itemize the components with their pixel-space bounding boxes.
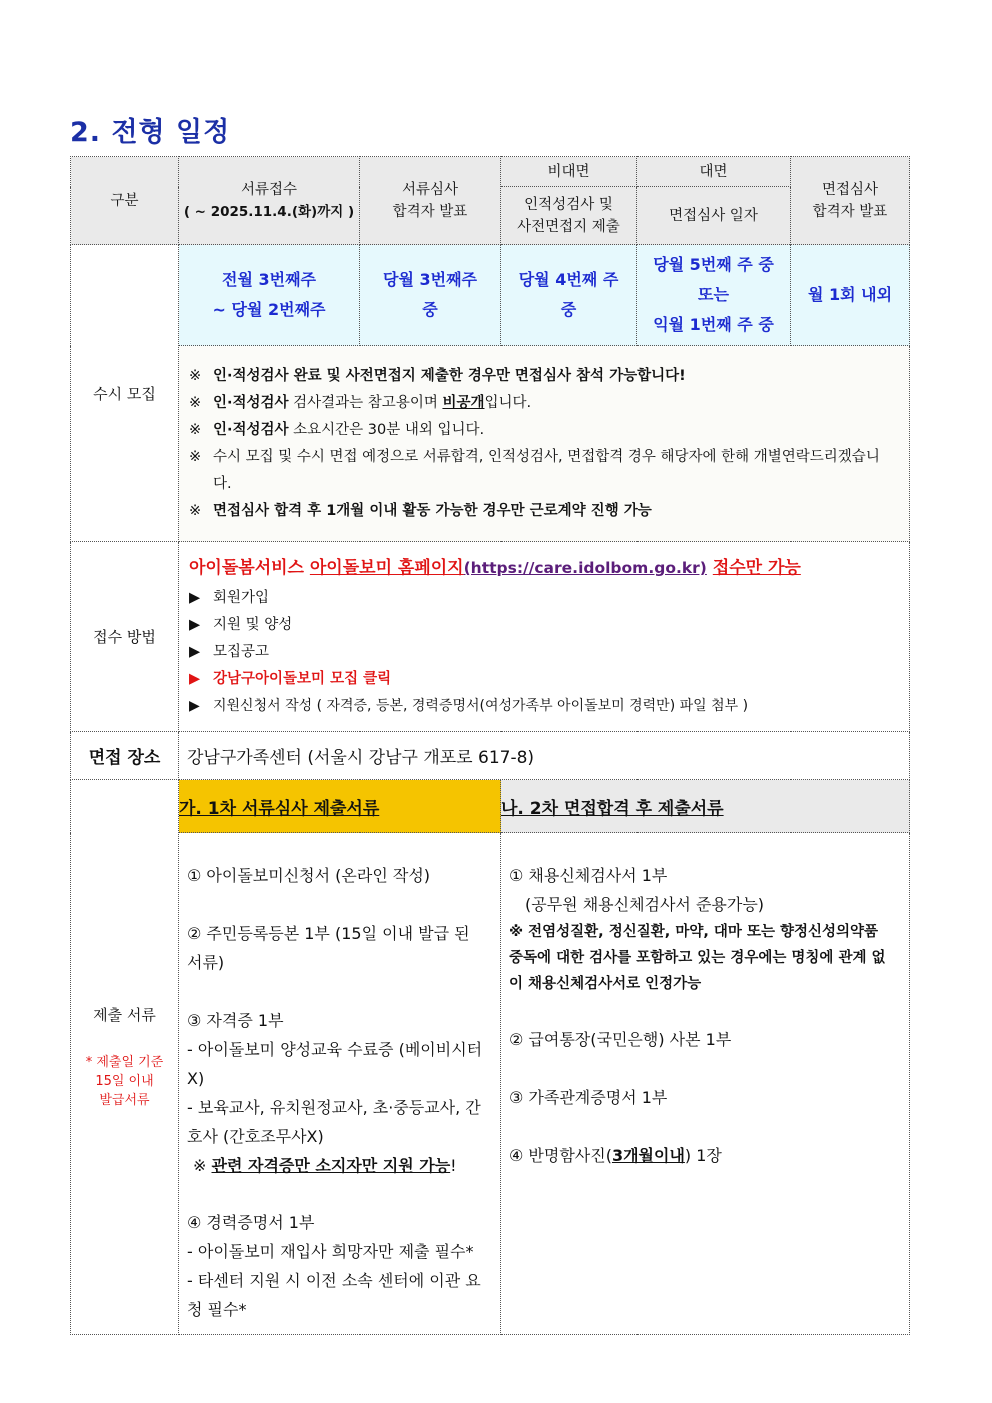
header-myeonjeop-ilja: 면접심사 일자 [637,187,791,245]
venue-value: 강남구가족센터 (서울시 강남구 개포로 617-8) [179,732,910,780]
doc-left-head: 가. 1차 서류심사 제출서류 [179,780,501,833]
schedule-seoryu-jeopsu: 전월 3번째주 ~ 당월 2번째주 [179,245,360,346]
section-title: 2. 전형 일정 [70,117,231,148]
schedule-seoryu-simsa: 당월 3번째주 중 [360,245,501,346]
note-4: ※ 수시 모집 및 수시 면접 예정으로 서류합격, 인적성검사, 면접합격 경우 해당자에 한해 개별연락드리겠습니다. [189,448,880,492]
header-daemyeon: 대면 [637,157,791,187]
row-label-susi: 수시 모집 [71,245,179,542]
method-box [179,542,910,732]
method-step-2: ▶ 지원 및 양성 [189,617,293,633]
schedule-myeonjeop-hapgyeok: 월 1회 내외 [791,245,910,346]
schedule-myeonjeop-ilja: 당월 5번째 주 중 또는 익월 1번째 주 중 [637,245,791,346]
row-label-documents: 제출 서류 * 제출일 기준 15일 이내 발급서류 [71,780,179,1335]
method-step-1: ▶ 회원가입 [189,590,270,606]
header-bidaemyeon: 비대면 [501,157,637,187]
note-5: ※ 면접심사 합격 후 1개월 이내 활동 가능한 경우만 근로계약 진행 가능 [189,502,652,519]
doc-right-list: ① 채용신체검사서 1부 (공무원 채용신체검사서 준용가능) ※ 전염성질환, 정신질환, 마약, 대마 또는 향정신성의약품 중독에 대한 검사를 포함하고 있는 경우에는 명칭에 관계 없이 채용신체검사서로 인정가능 ② 급여통장(국민은행) 사본 1부 ③ 가족관계증명서 1부 ④ 반명함사진(3개월이내) 1장 [501,833,910,1335]
note-2: ※ 인·적성검사 검사결과는 참고용이며 비공개입니다. [189,394,532,411]
header-gubun: 구분 [71,157,179,245]
header-seoryu-jeopsu: 서류접수 ( ~ 2025.11.4.(화)까지 ) [179,157,360,245]
note-3: ※ 인·적성검사 소요시간은 30분 내외 입니다. [189,421,485,438]
method-step-4: ▶ 강남구아이돌보미 모집 클릭 [189,671,392,687]
method-headline: 아이돌봄서비스 아이돌보미 홈페이지(https://care.idolbom.go.kr) 접수만 가능 [189,558,801,578]
row-label-venue: 면접 장소 [71,732,179,780]
note-1: ※ 인·적성검사 완료 및 사전면접지 제출한 경우만 면접심사 참석 가능합니다! [189,367,686,384]
header-myeonjeop-hapgyeok: 면접심사 합격자 발표 [791,157,910,245]
homepage-link[interactable]: (https://care.idolbom.go.kr) [463,559,707,577]
schedule-table [70,156,910,1335]
header-seoryu-simsa: 서류심사 합격자 발표 [360,157,501,245]
method-step-3: ▶ 모집공고 [189,644,270,660]
doc-right-head: 나. 2차 면접합격 후 제출서류 [501,780,910,833]
method-step-5: ▶ 지원신청서 작성 ( 자격증, 등본, 경력증명서(여성가족부 아이돌보미 경력만) 파일 첨부 ) [189,698,749,714]
doc-left-list: ① 아이돌보미신청서 (온라인 작성) ② 주민등록등본 1부 (15일 이내 발급 된 서류) ③ 자격증 1부 - 아이돌보미 양성교육 수료증 (베이비시터 X) - 보육교사, 유치원정교사, 초·중등교사, 간호사 (간호조무사X) ※ 관련 자격증만 소지자만 지원 가능! ④ 경력증명서 1부 - 아이돌보미 재입사 희망자만 제출 필수* - 타센터 지원 시 이전 소속 센터에 이관 요청 필수* [179,833,501,1335]
notes-box [179,346,910,542]
schedule-injeokseong: 당월 4번째 주 중 [501,245,637,346]
row-label-method: 접수 방법 [71,542,179,732]
header-injeokseong: 인적성검사 및 사전면접지 제출 [501,187,637,245]
